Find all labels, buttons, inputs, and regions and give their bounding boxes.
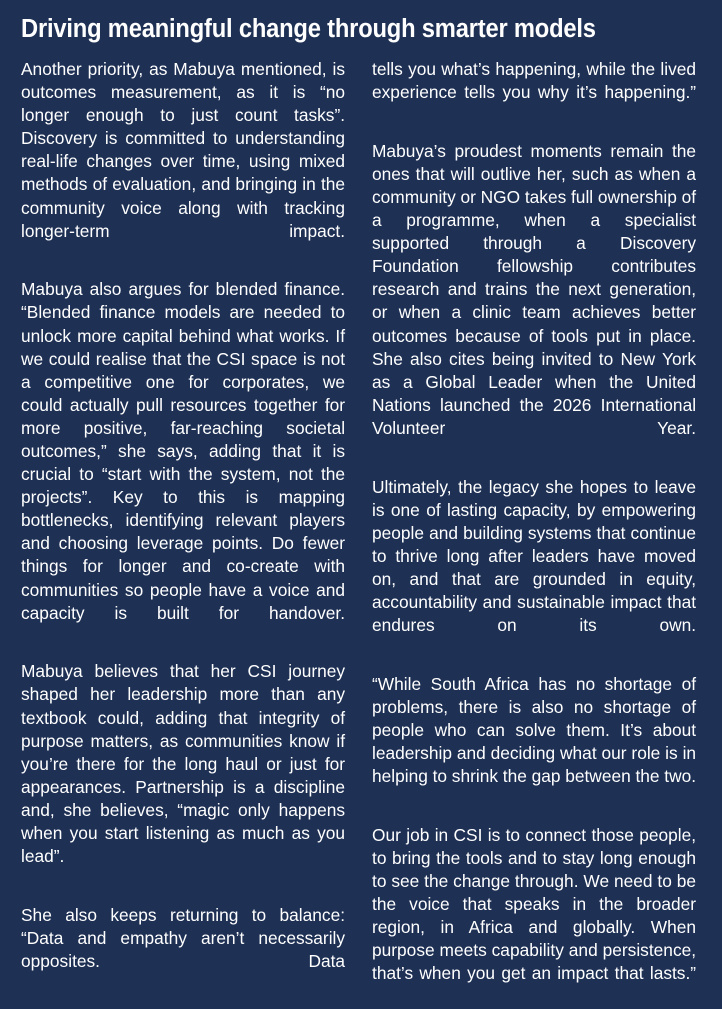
paragraph: tells you what’s happening, while the lived experience tells you why it’s happening.” [372,59,697,103]
paragraph: “While South Africa has no shortage of problems, there is also no shortage of people who can solve them. It’s about leadership and deciding what our role is in helping to shrink the gap between the two. [372,673,697,787]
paragraph: Our job in CSI is to connect those people, to bring the tools and to stay long enough to see the change through. We need to be the voice that speaks in the broader region, in Africa and globally. When purpose meets capability and persistence, that’s when you get an impact that lasts.” [372,824,697,984]
article-column-right [352,58,722,1009]
page-title: Driving meaningful change through smarter models [21,15,596,43]
paragraph: She also keeps returning to balance: “Data and empathy aren’t necessarily opposites. Data [21,904,346,971]
paragraph: Ultimately, the legacy she hopes to leave is one of lasting capacity, by empowering people and building systems that continue to thrive long after leaders have moved on, and that are grounded in equity, accountability and sustainable impact that endures on its own. [372,476,697,636]
paragraph: Mabuya also argues for blended finance. “Blended finance models are needed to unlock more capital behind what works. If we could realise that the CSI space is not a competitive one for corporates, we could actually pull resources together for more positive, far-reaching societal outcomes,” she says, adding that it is crucial to “start with the system, not the projects”. Key to this is mapping bottlenecks, identifying relevant players and choosing leverage points. Do fewer things for longer and co-create with communities so people have a voice and capacity is built for handover. [21,279,346,623]
article-column-left [0,58,352,996]
paragraph: Mabuya’s proudest moments remain the ones that will outlive her, such as when a community or NGO takes full ownership of a programme, when a specialist supported through a Discovery Foundation fellowship contributes research and trains the next generation, or when a clinic team achieves better outcomes because of tools put in place. She also cites being invited to New York as a Global Leader when the United Nations launched the 2026 International Volunteer Year. [372,140,697,438]
paragraph: Another priority, as Mabuya mentioned, is outcomes measurement, as it is “no longer enough to just count tasks”. Discovery is committed to understanding real-life changes over time, using mixed methods of evaluation, and bringing in the community voice along with tracking longer-term impact. [21,59,346,241]
paragraph: Mabuya believes that her CSI journey shaped her leadership more than any textbook could, adding that integrity of purpose matters, as communities know if you’re there for the long haul or just for appearances. Partnership is a discipline and, she believes, “magic only happens when you start listening as much as you lead”. [21,661,346,867]
article-columns [0,58,722,984]
